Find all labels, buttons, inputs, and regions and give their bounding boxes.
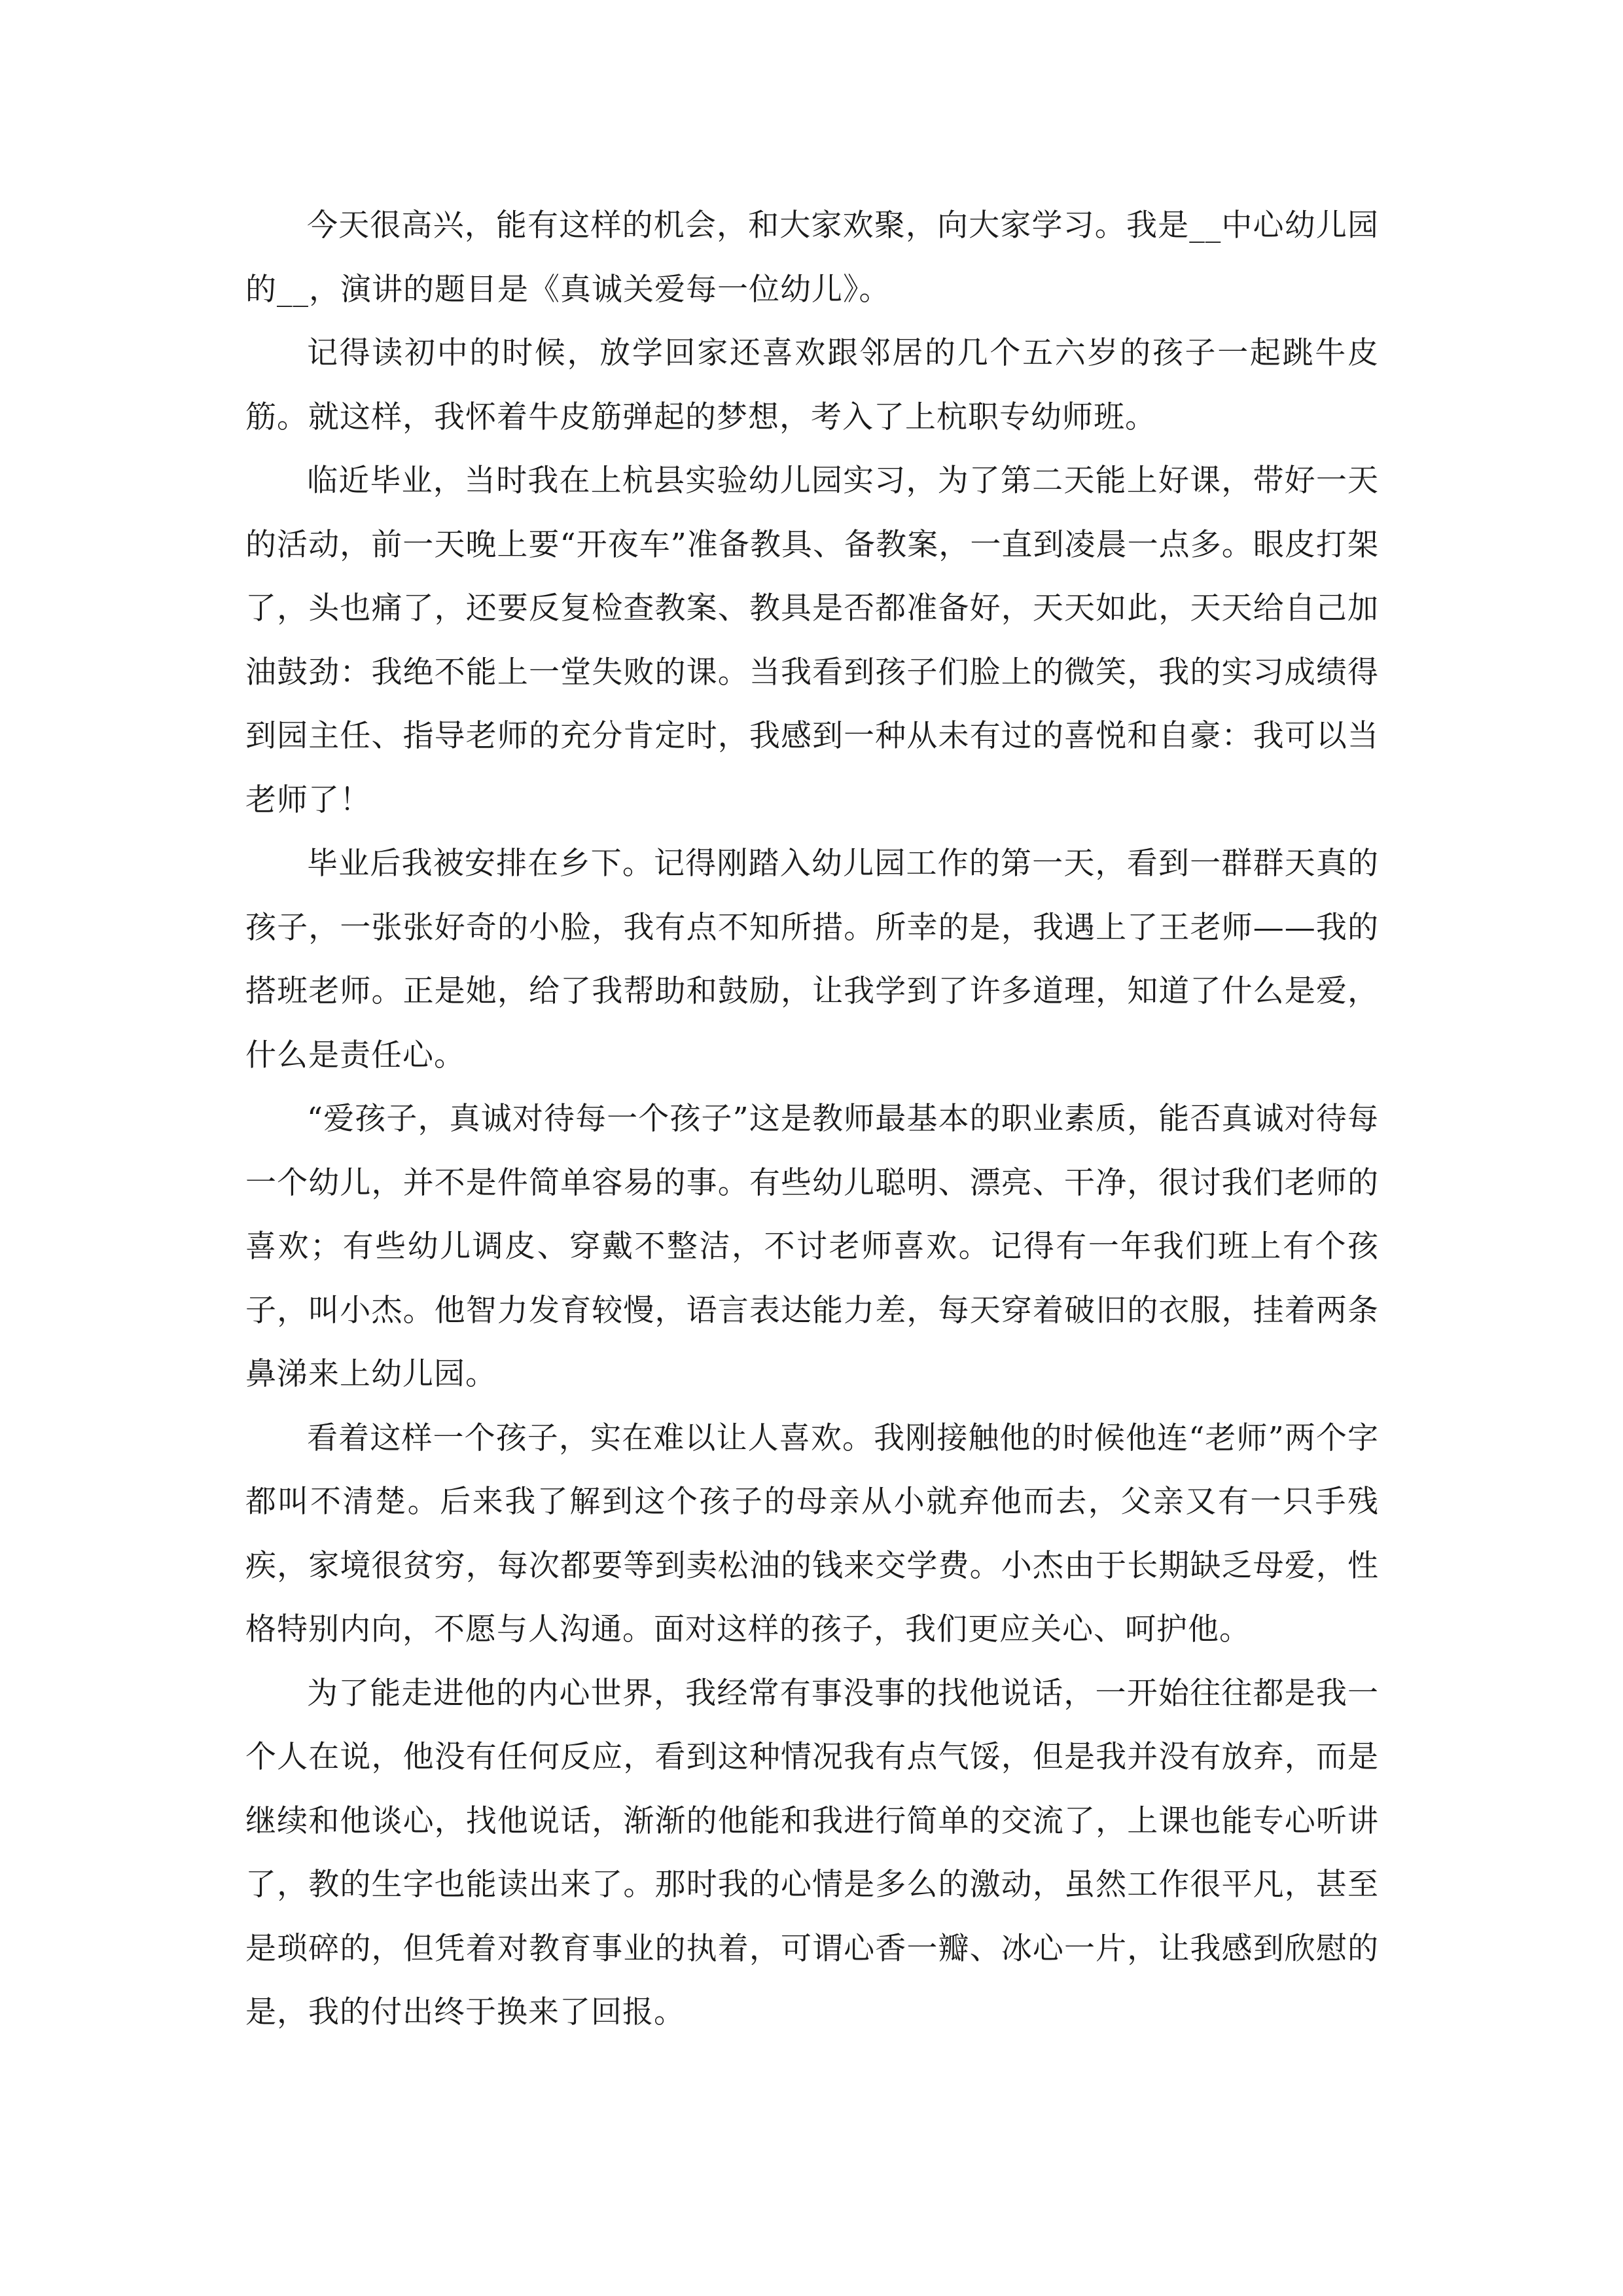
paragraph-6: 看着这样一个孩子，实在难以让人喜欢。我刚接触他的时候他连“老师”两个字都叫不清楚。后来我了解到这个孩子的母亲从小就弃他而去，父亲又有一只手残疾，家境很贫穷，每次都要等到卖松油的钱来交学费。小杰由于长期缺乏母爱，性格特别内向，不愿与人沟通。面对这样的孩子，我们更应关心、呵护他。 (245, 1420, 1379, 1647)
speech-body (245, 194, 1379, 2045)
paragraph-7: 为了能走进他的内心世界，我经常有事没事的找他说话，一开始往往都是我一个人在说，他没有任何反应，看到这种情况我有点气馁，但是我并没有放弃，而是继续和他谈心，找他说话，渐渐的他能和我进行简单的交流了，上课也能专心听讲了，教的生字也能读出来了。那时我的心情是多么的激动，虽然工作很平凡，甚至是琐碎的，但凭着对教育事业的执着，可谓心香一瓣、冰心一片，让我感到欣慰的是，我的付出终于换来了回报。 (245, 1675, 1379, 2030)
paragraph-4: 毕业后我被安排在乡下。记得刚踏入幼儿园工作的第一天，看到一群群天真的孩子，一张张好奇的小脸，我有点不知所措。所幸的是，我遇上了王老师——我的搭班老师。正是她，给了我帮助和鼓励，让我学到了许多道理，知道了什么是爱，什么是责任心。 (245, 846, 1379, 1073)
paragraph-1: 今天很高兴，能有这样的机会，和大家欢聚，向大家学习。我是__中心幼儿园的__，演讲的题目是《真诚关爱每一位幼儿》。 (245, 207, 1379, 308)
paragraph-2: 记得读初中的时候，放学回家还喜欢跟邻居的几个五六岁的孩子一起跳牛皮筋。就这样，我怀着牛皮筋弹起的梦想，考入了上杭职专幼师班。 (245, 335, 1379, 435)
paragraph-5: “爱孩子，真诚对待每一个孩子”这是教师最基本的职业素质，能否真诚对待每一个幼儿，并不是件简单容易的事。有些幼儿聪明、漂亮、干净，很讨我们老师的喜欢；有些幼儿调皮、穿戴不整洁，不讨老师喜欢。记得有一年我们班上有个孩子，叫小杰。他智力发育较慢，语言表达能力差，每天穿着破旧的衣服，挂着两条鼻涕来上幼儿园。 (245, 1101, 1379, 1392)
paragraph-3: 临近毕业，当时我在上杭县实验幼儿园实习，为了第二天能上好课，带好一天的活动，前一天晚上要“开夜车”准备教具、备教案，一直到凌晨一点多。眼皮打架了，头也痛了，还要反复检查教案、教具是否都准备好，天天如此，天天给自己加油鼓劲：我绝不能上一堂失败的课。当我看到孩子们脸上的微笑，我的实习成绩得到园主任、指导老师的充分肯定时，我感到一种从未有过的喜悦和自豪：我可以当老师了！ (245, 463, 1379, 818)
